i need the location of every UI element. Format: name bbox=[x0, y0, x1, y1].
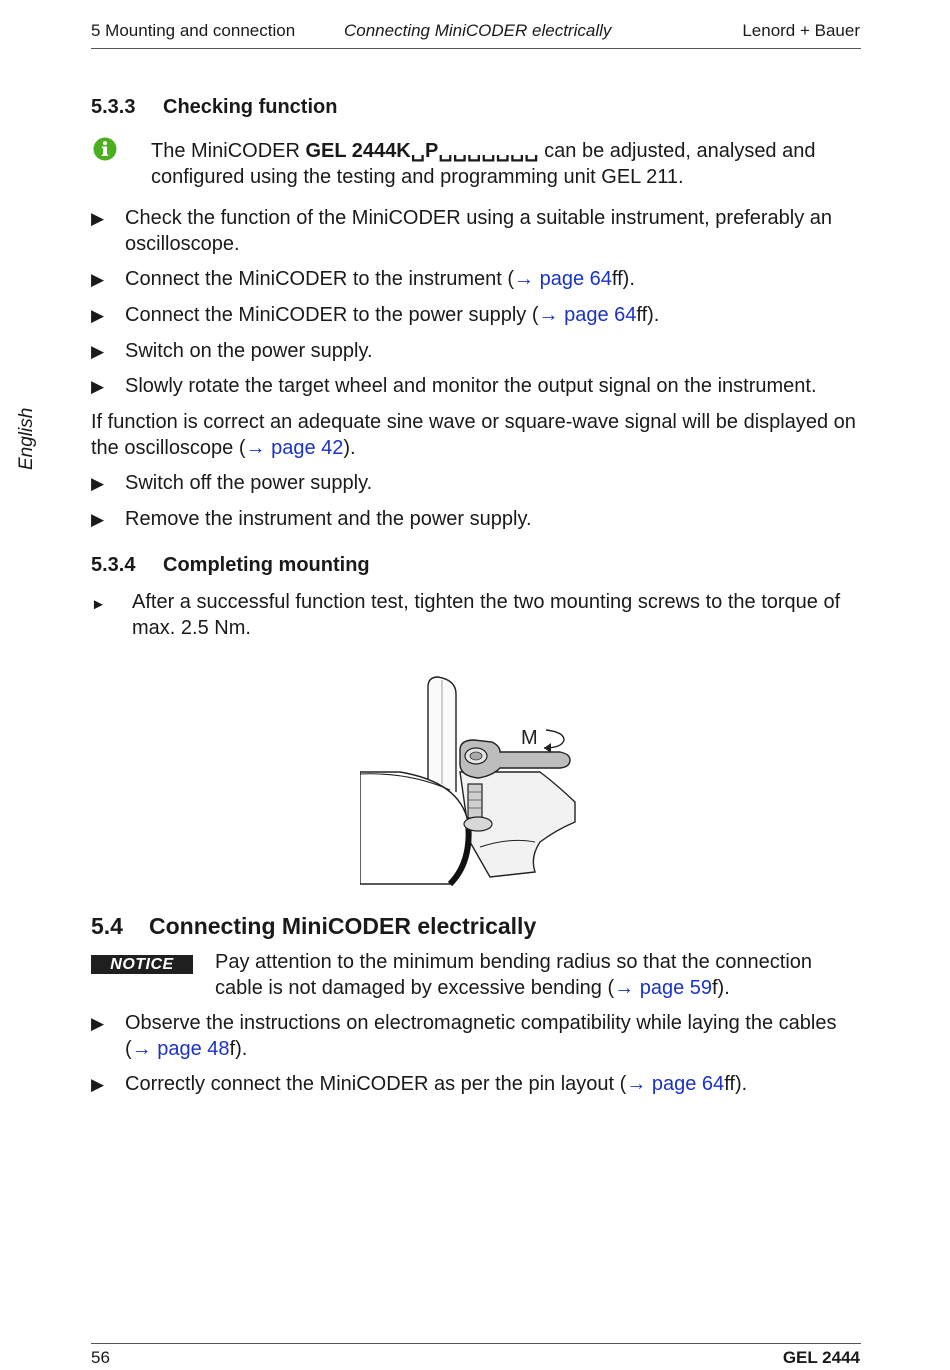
heading-number: 5.3.4 bbox=[91, 554, 136, 576]
list-item-text: ff). bbox=[636, 304, 660, 326]
list-item-text: Connect the MiniCODER to the instrument ( bbox=[125, 268, 515, 290]
page-link[interactable]: → page 64 bbox=[538, 304, 637, 326]
page-link[interactable]: → page 64 bbox=[626, 1073, 725, 1095]
heading-5-3-4 bbox=[91, 553, 370, 577]
info-text: The MiniCODER bbox=[151, 140, 306, 162]
heading-5-4 bbox=[91, 912, 536, 940]
list-item-text: Switch off the power supply. bbox=[125, 472, 373, 494]
page-link[interactable]: → page 64 bbox=[514, 268, 612, 290]
triangle-right-icon: ▶ bbox=[91, 270, 105, 289]
header-chapter-title: Connecting MiniCODER electrically bbox=[344, 21, 612, 40]
heading-number: 5.4 bbox=[91, 913, 123, 939]
heading-title: Checking function bbox=[163, 96, 338, 118]
triangle-right-icon: ▶ bbox=[91, 1075, 105, 1094]
result-paragraph bbox=[91, 410, 861, 461]
triangle-right-icon: ▶ bbox=[91, 342, 105, 361]
triangle-right-icon: ▶ bbox=[91, 209, 105, 228]
list-item-text: Observe the instructions on electromagnetic compatibility while laying the cables ( bbox=[125, 1012, 837, 1060]
header-section: 5 Mounting and connection bbox=[91, 21, 296, 40]
triangle-right-icon: ▶ bbox=[91, 510, 105, 529]
page-link[interactable]: → page 42 bbox=[245, 436, 344, 459]
list-item bbox=[91, 206, 871, 258]
language-side-label: English bbox=[16, 407, 37, 470]
info-text-rest: can be adjusted, analysed and configured using the testing and programming unit GEL 211. bbox=[151, 140, 816, 188]
triangle-right-icon: ▶ bbox=[91, 306, 105, 325]
notice-text-end: f). bbox=[712, 976, 730, 999]
list-item bbox=[91, 590, 871, 642]
page-link[interactable]: → page 48 bbox=[131, 1037, 230, 1060]
list-item bbox=[91, 507, 871, 533]
footer-rule bbox=[91, 1343, 861, 1344]
product-code: GEL 2444K␣P␣␣␣␣␣␣␣ bbox=[305, 140, 539, 162]
heading-5-3-3 bbox=[91, 95, 337, 119]
list-item-text: ff). bbox=[724, 1073, 748, 1095]
list-item bbox=[91, 267, 871, 293]
footer-product: GEL 2444 bbox=[782, 1348, 860, 1367]
list-item-text bbox=[125, 1072, 865, 1098]
notice-text-body: Pay attention to the minimum bending radius so that the connection cable is not damaged by excessive bending ( bbox=[215, 951, 813, 999]
info-note bbox=[151, 139, 851, 190]
list-item-text: ff). bbox=[611, 268, 635, 290]
list-item-text bbox=[125, 267, 865, 293]
heading-title: Completing mounting bbox=[163, 554, 370, 576]
header-company: Lenord + Bauer bbox=[742, 21, 860, 40]
list-item-text: Switch on the power supply. bbox=[125, 340, 373, 362]
triangle-right-icon: ▶ bbox=[91, 474, 105, 493]
list-item-text: Check the function of the MiniCODER using a suitable instrument, preferably an oscilloscope. bbox=[125, 207, 833, 255]
list-item-text: Slowly rotate the target wheel and monitor the output signal on the instrument. bbox=[125, 375, 817, 397]
heading-title: Connecting MiniCODER electrically bbox=[149, 913, 537, 939]
page-link[interactable]: → page 59 bbox=[614, 976, 712, 999]
paragraph-text: If function is correct an adequate sine wave or square-wave signal will be displayed on the oscilloscope ( bbox=[91, 411, 856, 459]
list-item-text: After a successful function test, tighten the two mounting screws to the torque of max. 2.5 Nm. bbox=[132, 591, 841, 639]
list-item-text bbox=[125, 1011, 865, 1062]
mounting-torque-figure bbox=[360, 672, 580, 887]
header-rule bbox=[91, 48, 861, 49]
list-item-text bbox=[125, 303, 865, 329]
list-item bbox=[91, 339, 871, 365]
paragraph-text: ). bbox=[343, 436, 356, 459]
torque-label: M bbox=[521, 727, 538, 749]
info-icon bbox=[93, 137, 117, 161]
notice-badge: NOTICE bbox=[91, 955, 193, 974]
list-item-text: Connect the MiniCODER to the power supply ( bbox=[125, 304, 539, 326]
heading-number: 5.3.3 bbox=[91, 96, 136, 118]
triangle-right-icon: ▶ bbox=[91, 377, 105, 396]
page-number: 56 bbox=[91, 1348, 110, 1367]
list-item bbox=[91, 1072, 871, 1098]
list-item-text: Correctly connect the MiniCODER as per the pin layout ( bbox=[125, 1073, 627, 1095]
list-item bbox=[91, 374, 871, 400]
notice-text bbox=[215, 950, 855, 1001]
list-item bbox=[91, 1011, 871, 1063]
list-item-text: Remove the instrument and the power supply. bbox=[125, 508, 532, 530]
list-item bbox=[91, 471, 871, 497]
pointer-right-icon: ► bbox=[91, 596, 106, 613]
list-item bbox=[91, 303, 871, 329]
triangle-right-icon: ▶ bbox=[91, 1014, 105, 1033]
list-item-text: f). bbox=[229, 1037, 248, 1060]
